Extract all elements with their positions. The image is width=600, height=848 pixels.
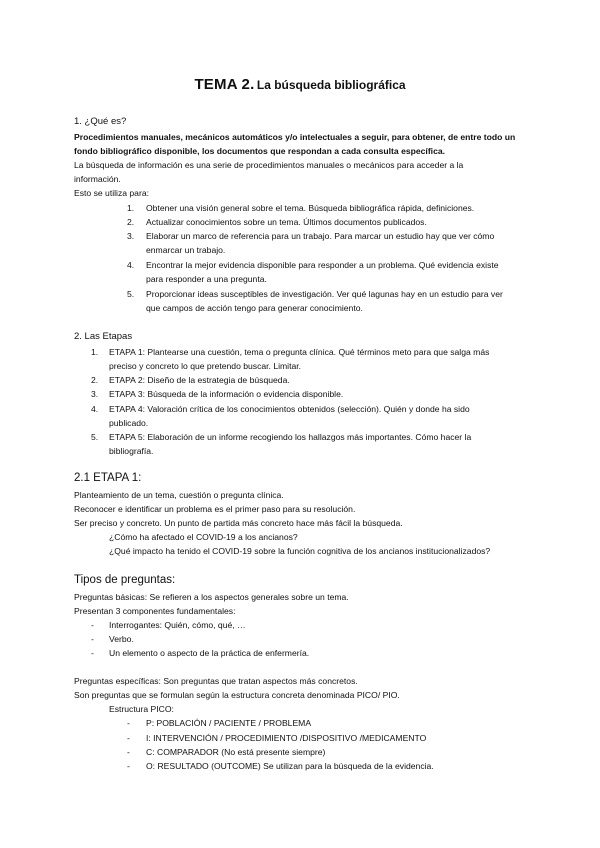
section-1-para-1-line-2: fondo bibliográfico disponible, los documentos que respondan a cada consulta específica. xyxy=(74,146,446,156)
component-2-dash: - xyxy=(91,634,94,644)
section-1-para-2-line-1: La búsqueda de información es una serie de procedimientos manuales o mecánicos para acceder a la xyxy=(74,160,464,170)
pico-c: C: COMPARADOR (No está presente siempre) xyxy=(146,747,326,757)
pico-o: O: RESULTADO (OUTCOME) Se utilizan para la búsqueda de la evidencia. xyxy=(146,761,434,771)
step-5-line-2: bibliografía. xyxy=(109,446,154,456)
step-1-number: 1. xyxy=(91,347,99,357)
use-1-number: 1. xyxy=(127,203,135,213)
step-5-line-1: ETAPA 5: Elaboración de un informe recogiendo los hallazgos más importantes. Cómo hacer la xyxy=(109,432,472,442)
use-4-number: 4. xyxy=(127,260,135,270)
use-3-line-1: Elaborar un marco de referencia para un trabajo. Para marcar un estudio hay que ver cómo xyxy=(146,231,495,241)
section-2-1-line-1: Planteamiento de un tema, cuestión o pregunta clínica. xyxy=(74,490,284,500)
component-1-dash: - xyxy=(91,620,94,630)
section-2-1-line-2: Reconocer e identificar un problema es el primer paso para su resolución. xyxy=(74,504,356,514)
step-1-line-1: ETAPA 1: Plantearse una cuestión, tema o pregunta clínica. Qué términos meto para que salga más xyxy=(109,347,490,357)
use-4-line-2: para responder a una pregunta. xyxy=(146,274,267,284)
section-2-1-heading: 2.1 ETAPA 1: xyxy=(74,472,142,484)
use-2-line-1: Actualizar conocimientos sobre un tema. Últimos documentos publicados. xyxy=(146,217,427,227)
specific-questions-line-1: Preguntas específicas: Son preguntas que tratan aspectos más concretos. xyxy=(74,676,358,686)
specific-questions-line-2: Son preguntas que se formulan según la estructura concreta denominada PICO/ PIO. xyxy=(74,690,400,700)
step-4-line-2: publicado. xyxy=(109,418,149,428)
basic-questions-line-1: Preguntas básicas: Se refieren a los aspectos generales sobre un tema. xyxy=(74,592,349,602)
step-5-number: 5. xyxy=(91,432,99,442)
pico-2-dash: - xyxy=(127,733,130,743)
step-4-number: 4. xyxy=(91,404,99,414)
section-2-1-line-3: Ser preciso y concreto. Un punto de partida más concreto hace más fácil la búsqueda. xyxy=(74,518,403,528)
pico-4-dash: - xyxy=(127,761,130,771)
section-1-para-2-line-2: información. xyxy=(74,174,121,184)
section-2-heading: 2. Las Etapas xyxy=(74,331,133,342)
use-3-line-2: enmarcar un trabajo. xyxy=(146,245,226,255)
step-2-number: 2. xyxy=(91,375,99,385)
step-3-number: 3. xyxy=(91,389,99,399)
example-question-2: ¿Qué impacto ha tenido el COVID-19 sobre la función cognitiva de los ancianos institucionalizados? xyxy=(109,546,491,556)
use-5-line-1: Proporcionar ideas susceptibles de investigación. Ver qué lagunas hay en un estudio para ver xyxy=(146,289,503,299)
section-1-heading: 1. ¿Qué es? xyxy=(74,116,127,127)
component-3-dash: - xyxy=(91,648,94,658)
types-heading: Tipos de preguntas: xyxy=(74,574,176,586)
use-1-line-1: Obtener una visión general sobre el tema. Búsqueda bibliográfica rápida, definiciones. xyxy=(146,203,475,213)
pico-label: Estructura PICO: xyxy=(109,704,174,714)
title-text: La búsqueda bibliográfica xyxy=(256,78,406,92)
component-3: Un elemento o aspecto de la práctica de enfermería. xyxy=(109,648,310,658)
step-1-line-2: preciso y concreto lo que pretendo buscar. Limitar. xyxy=(109,361,302,371)
component-2: Verbo. xyxy=(109,634,134,644)
title-number: TEMA 2. xyxy=(194,76,255,93)
step-4-line-1: ETAPA 4: Valoración crítica de los conocimientos obtenidos (selección). Quién y donde ha sido xyxy=(109,404,470,414)
use-2-number: 2. xyxy=(127,217,135,227)
component-1: Interrogantes: Quién, cómo, qué, … xyxy=(109,620,246,630)
use-5-line-2: que campos de acción tengo para generar conocimiento. xyxy=(146,303,363,313)
use-3-number: 3. xyxy=(127,231,135,241)
use-4-line-1: Encontrar la mejor evidencia disponible para responder a un problema. Qué evidencia existe xyxy=(146,260,499,270)
example-question-1: ¿Cómo ha afectado el COVID-19 a los ancianos? xyxy=(109,532,298,542)
step-3-line-1: ETAPA 3: Búsqueda de la información o evidencia disponible. xyxy=(109,389,344,399)
pico-3-dash: - xyxy=(127,747,130,757)
pico-1-dash: - xyxy=(127,718,130,728)
document-title xyxy=(0,76,600,93)
section-1-uses-intro: Esto se utiliza para: xyxy=(74,188,149,198)
section-1-para-1-line-1: Procedimientos manuales, mecánicos automáticos y/o intelectuales a seguir, para obtener, de entre todo un xyxy=(74,132,516,142)
pico-i: I: INTERVENCIÓN / PROCEDIMIENTO /DISPOSITIVO /MEDICAMENTO xyxy=(146,733,427,743)
pico-p: P: POBLACIÓN / PACIENTE / PROBLEMA xyxy=(146,718,312,728)
step-2-line-1: ETAPA 2: Diseño de la estrategia de búsqueda. xyxy=(109,375,290,385)
use-5-number: 5. xyxy=(127,289,135,299)
basic-questions-line-2: Presentan 3 componentes fundamentales: xyxy=(74,606,236,616)
